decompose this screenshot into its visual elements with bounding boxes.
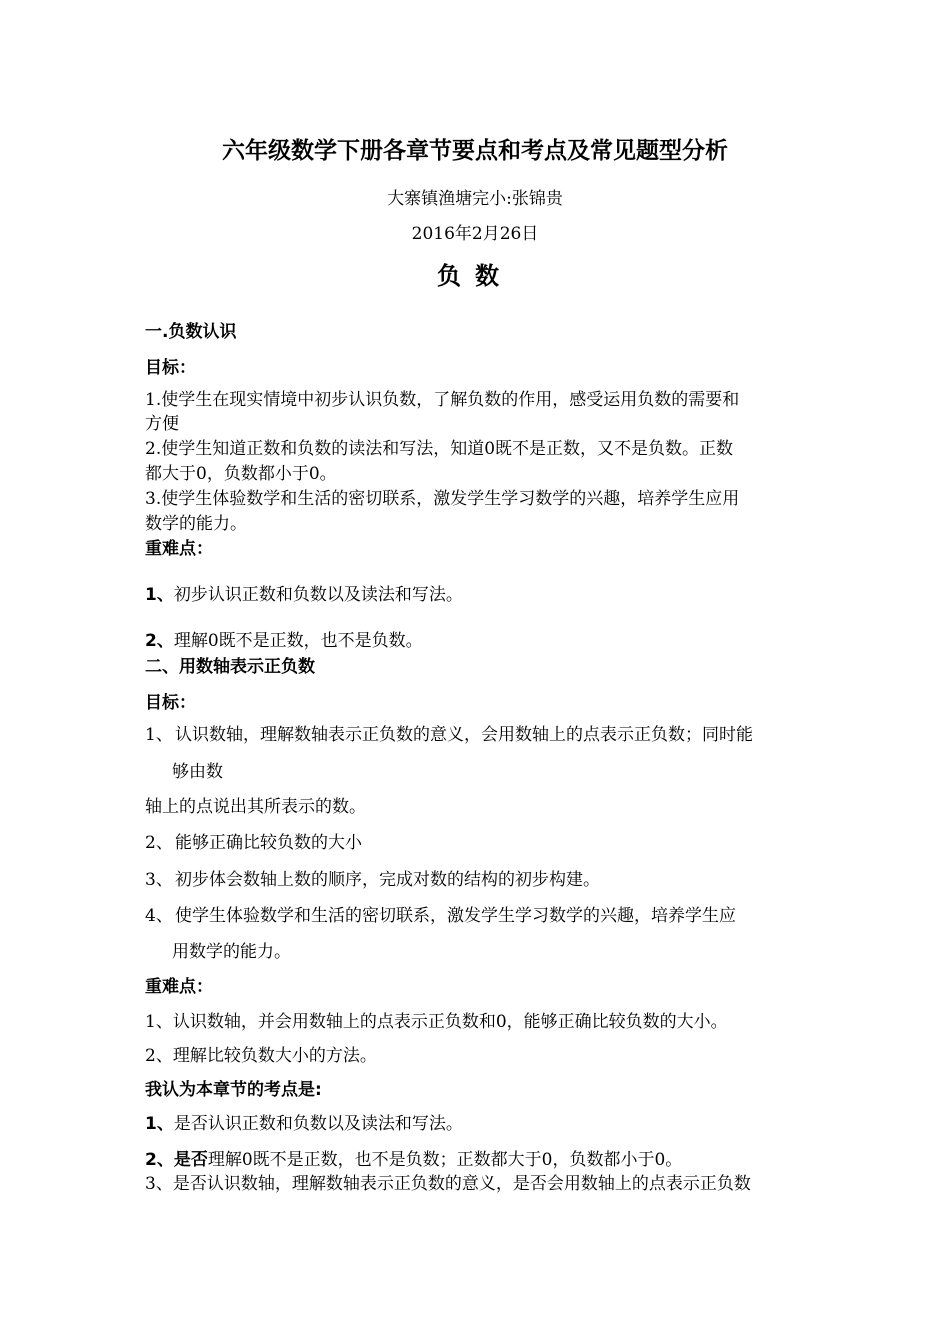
section-2-heading: 二、用数轴表示正负数 [145,657,315,677]
s1-goal-1-line-a: 1.使学生在现实情境中初步认识负数，了解负数的作用，感受运用负数的需要和 [145,390,740,410]
s2-goal-4-number: 4、 [145,906,173,926]
s2-goal-2-number: 2、 [145,833,173,853]
section-1-heading: 一.负数认识 [145,322,237,342]
date-line: 2016年2月26日 [411,224,539,244]
s1-goal-2-line-a: 2.使学生知道正数和负数的读法和写法，知道0既不是正数，又不是负数。正数 [145,439,734,459]
s2-goal-4-text: 使学生体验数学和生活的密切联系，激发学生学习数学的兴趣，培养学生应 [175,906,736,926]
exam-point-1-number: 1、 [145,1114,174,1134]
exam-points-heading: 我认为本章节的考点是: [145,1080,322,1100]
section-2-key-label: 重难点： [145,977,213,997]
s1-goal-3-line-a: 3.使学生体验数学和生活的密切联系，激发学生学习数学的兴趣，培养学生应用 [145,489,740,509]
exam-point-1-text: 是否认识正数和负数以及读法和写法。 [173,1114,463,1134]
exam-point-2-text: 理解0既不是正数，也不是负数；正数都大于0，负数都小于0。 [207,1150,683,1170]
s2-goal-3-number: 3、 [145,870,173,890]
s1-goal-1-line-b: 方便 [145,414,179,434]
s2-goal-1-line-c: 轴上的点说出其所表示的数。 [145,797,366,817]
s2-goal-3-text: 初步体会数轴上数的顺序，完成对数的结构的初步构建。 [175,870,600,890]
s2-goal-1-line-b: 够由数 [172,762,223,782]
chapter-title: 负数 [437,262,513,290]
s2-goal-3 [145,869,600,891]
s1-key-1-number: 1、 [145,585,174,605]
section-2-goal-label: 目标： [145,693,196,713]
s2-goal-2-text: 能够正确比较负数的大小 [175,833,362,853]
exam-point-2-prefix: 2、是否 [145,1150,208,1170]
s2-goal-1-number: 1、 [145,725,173,745]
s1-key-2 [145,630,423,652]
s2-key-1: 1、认识数轴，并会用数轴上的点表示正负数和0，能够正确比较负数的大小。 [145,1012,728,1032]
section-1-goal-label: 目标： [145,358,196,378]
s1-goal-3-line-b: 数学的能力。 [145,514,247,534]
exam-point-3: 3、是否认识数轴，理解数轴表示正负数的意义，是否会用数轴上的点表示正负数 [145,1174,751,1194]
s1-goal-2-line-b: 都大于0，负数都小于0。 [145,464,337,484]
s2-goal-4-line-b: 用数学的能力。 [172,942,291,962]
s2-goal-2 [145,832,362,854]
document-title: 六年级数学下册各章节要点和考点及常见题型分析 [222,138,728,164]
s2-goal-1-text: 认识数轴，理解数轴表示正负数的意义，会用数轴上的点表示正负数；同时能 [175,725,753,745]
exam-point-2 [145,1149,682,1171]
author-line: 大寨镇渔塘完小:张锦贵 [387,189,563,209]
s2-goal-4-line-a [145,905,736,927]
section-1-key-label: 重难点： [145,539,213,559]
s1-key-2-number: 2、 [145,631,174,651]
s1-key-2-text: 理解0既不是正数，也不是负数。 [173,631,423,651]
s2-key-2: 2、理解比较负数大小的方法。 [145,1046,377,1066]
s2-goal-1-line-a [145,724,753,746]
s1-key-1-text: 初步认识正数和负数以及读法和写法。 [173,585,463,605]
exam-point-1 [145,1113,463,1135]
s1-key-1 [145,584,463,606]
